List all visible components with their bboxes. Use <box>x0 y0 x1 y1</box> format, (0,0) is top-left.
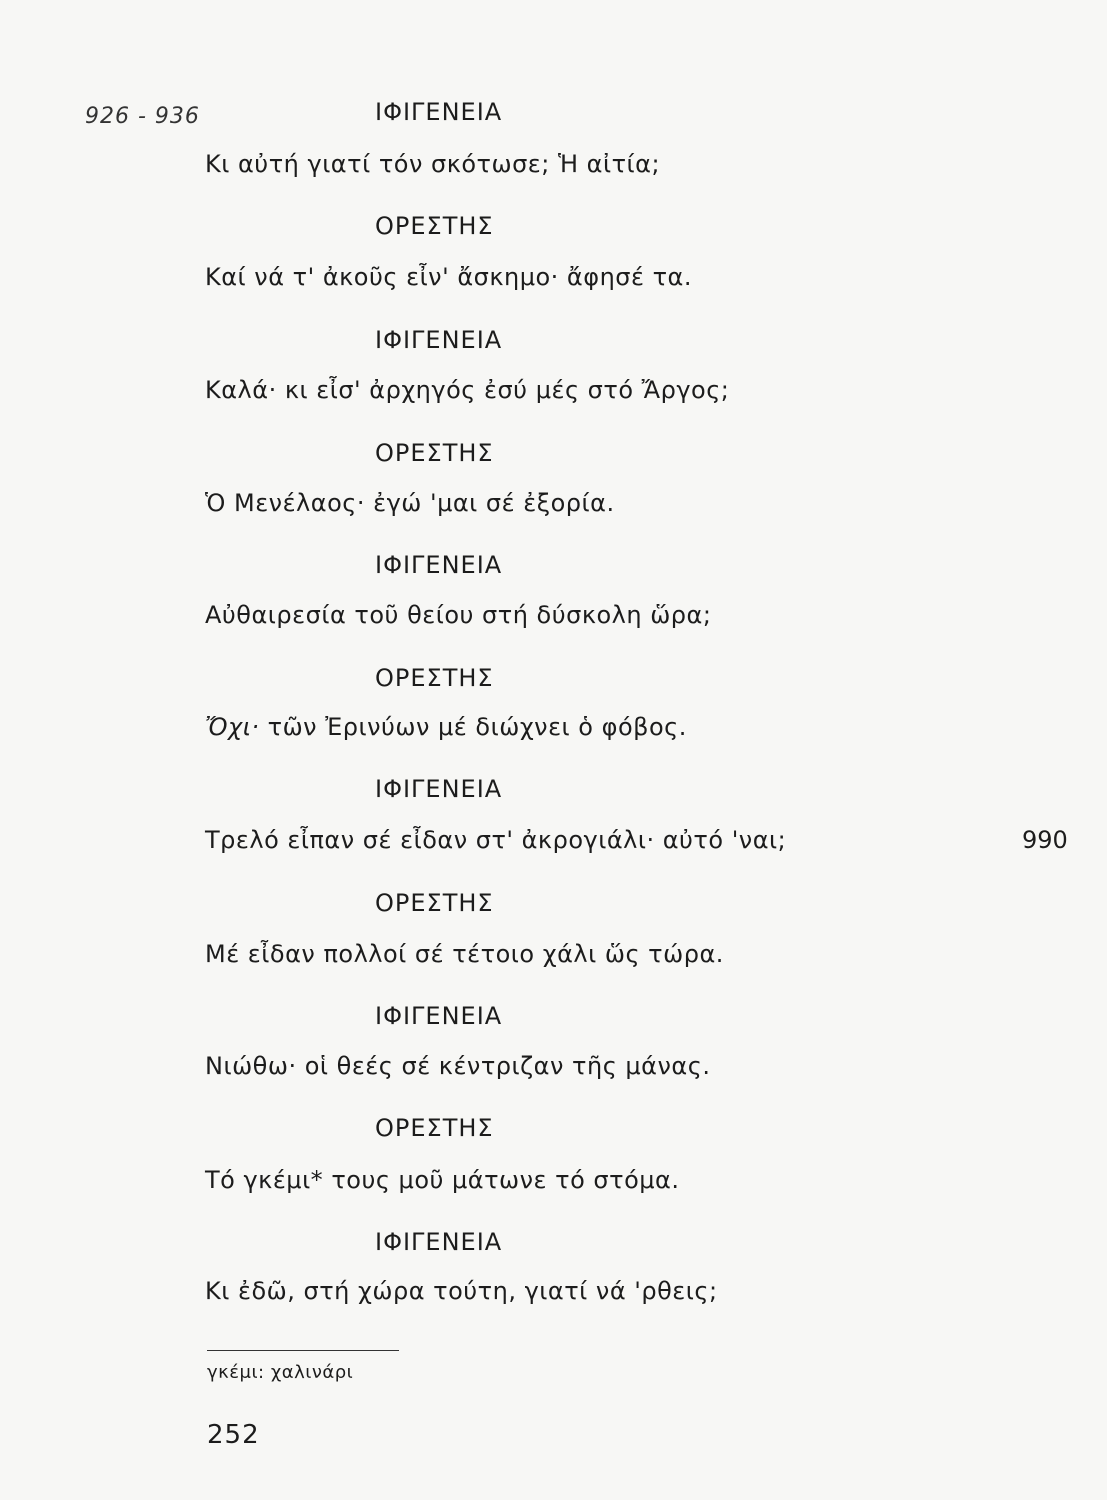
verse-italic-word: Ὄχι· <box>205 713 260 741</box>
speaker-name: ΟΡΕΣΤΗΣ <box>375 439 494 467</box>
speaker-name: ΙΦΙΓΕΝΕΙΑ <box>375 1002 503 1030</box>
verse-line: Καλά· κι εἶσ' ἀρχηγός ἐσύ μές στό Ἄργος; <box>205 376 730 404</box>
speaker-name: ΟΡΕΣΤΗΣ <box>375 212 494 240</box>
page-number: 252 <box>207 1420 260 1450</box>
verse-line: Κι ἐδῶ, στή χώρα τούτη, γιατί νά 'ρθεις; <box>205 1277 718 1305</box>
speaker-name: ΟΡΕΣΤΗΣ <box>375 664 494 692</box>
speaker-name: ΙΦΙΓΕΝΕΙΑ <box>375 551 503 579</box>
verse-line-rest: τῶν Ἐρινύων μέ διώχνει ὁ φόβος. <box>259 713 687 741</box>
verse-line: Αὐθαιρεσία τοῦ θείου στή δύσκολη ὥρα; <box>205 601 712 629</box>
line-range-header: 926 - 936 <box>85 104 200 129</box>
verse-line: Καί νά τ' ἀκοῦς εἶν' ἄσκημο· ἄφησέ τα. <box>205 263 692 291</box>
speaker-name: ΙΦΙΓΕΝΕΙΑ <box>375 775 503 803</box>
speaker-name: ΟΡΕΣΤΗΣ <box>375 1114 494 1142</box>
margin-line-number: 990 <box>1022 826 1068 854</box>
verse-line: Κι αὐτή γιατί τόν σκότωσε; Ἡ αἰτία; <box>205 150 661 178</box>
verse-line: Μέ εἶδαν πολλοί σέ τέτοιο χάλι ὥς τώρα. <box>205 940 724 968</box>
speaker-name: ΟΡΕΣΤΗΣ <box>375 889 494 917</box>
verse-line: Τό γκέμι* τους μοῦ μάτωνε τό στόμα. <box>205 1166 680 1194</box>
speaker-name: ΙΦΙΓΕΝΕΙΑ <box>375 98 503 126</box>
speaker-name: ΙΦΙΓΕΝΕΙΑ <box>375 1228 503 1256</box>
verse-line <box>205 713 687 741</box>
verse-line: Νιώθω· οἱ θεές σέ κέντριζαν τῆς μάνας. <box>205 1052 711 1080</box>
footnote: γκέμι: χαλινάρι <box>207 1362 354 1383</box>
verse-line: Ὁ Μενέλαος· ἐγώ 'μαι σέ ἐξορία. <box>205 489 615 517</box>
footnote-divider <box>207 1350 399 1351</box>
speaker-name: ΙΦΙΓΕΝΕΙΑ <box>375 326 503 354</box>
verse-line: Τρελό εἶπαν σέ εἶδαν στ' ἀκρογιάλι· αὐτό 'ναι; <box>205 826 787 854</box>
